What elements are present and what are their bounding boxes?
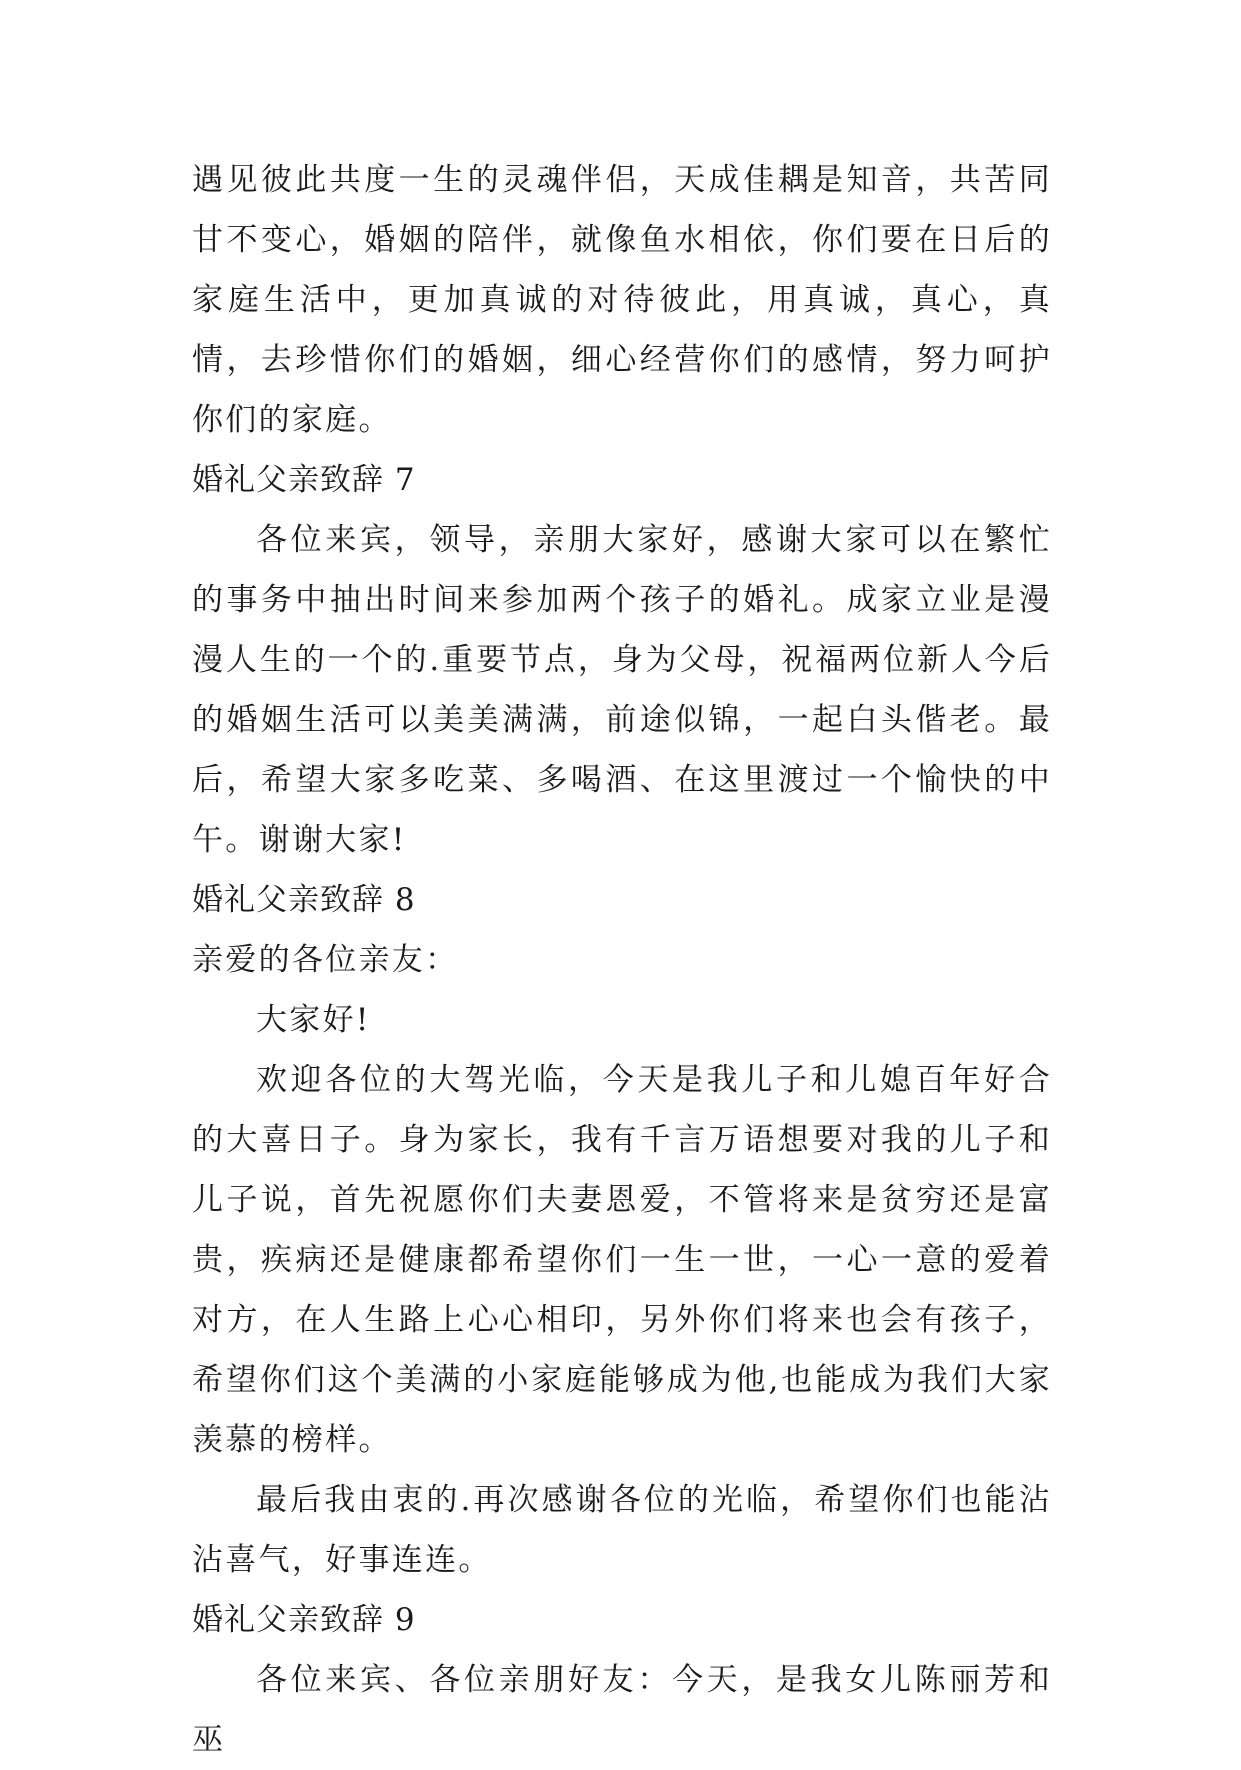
paragraph-speech-7: 各位来宾，领导，亲朋大家好，感谢大家可以在繁忙的事务中抽出时间来参加两个孩子的婚礼。成家立业是漫漫人生的一个的.重要节点，身为父母，祝福两位新人今后的婚姻生活可以美美满满，前途似锦，一起白头偕老。最后，希望大家多吃菜、多喝酒、在这里渡过一个愉快的中午。谢谢大家! — [192, 522, 1052, 858]
document-body — [192, 150, 1052, 1770]
section-heading-9: 婚礼父亲致辞 9 — [192, 1602, 416, 1638]
salutation: 亲爱的各位亲友： — [192, 942, 459, 978]
section-heading-8: 婚礼父亲致辞 8 — [192, 882, 416, 918]
paragraph-speech-8-body: 欢迎各位的大驾光临，今天是我儿子和儿媳百年好合的大喜日子。身为家长，我有千言万语想要对我的儿子和儿子说，首先祝愿你们夫妻恩爱，不管将来是贫穷还是富贵，疾病还是健康都希望你们一生一世，一心一意的爱着对方，在人生路上心心相印，另外你们将来也会有孩子，希望你们这个美满的小家庭能够成为他,也能成为我们大家羡慕的榜样。 — [192, 1062, 1052, 1458]
paragraph-speech-9: 各位来宾、各位亲朋好友：今天，是我女儿陈丽芳和巫 — [192, 1662, 1052, 1758]
paragraph-closing-blessing: 遇见彼此共度一生的灵魂伴侣，天成佳耦是知音，共苦同甘不变心，婚姻的陪伴，就像鱼水相依，你们要在日后的家庭生活中，更加真诚的对待彼此，用真诚，真心，真情，去珍惜你们的婚姻，细心经营你们的感情，努力呵护你们的家庭。 — [192, 162, 1052, 438]
section-heading-7: 婚礼父亲致辞 7 — [192, 462, 416, 498]
greeting: 大家好! — [256, 1002, 371, 1038]
paragraph-speech-8-closing: 最后我由衷的.再次感谢各位的光临，希望你们也能沾沾喜气，好事连连。 — [192, 1482, 1052, 1578]
